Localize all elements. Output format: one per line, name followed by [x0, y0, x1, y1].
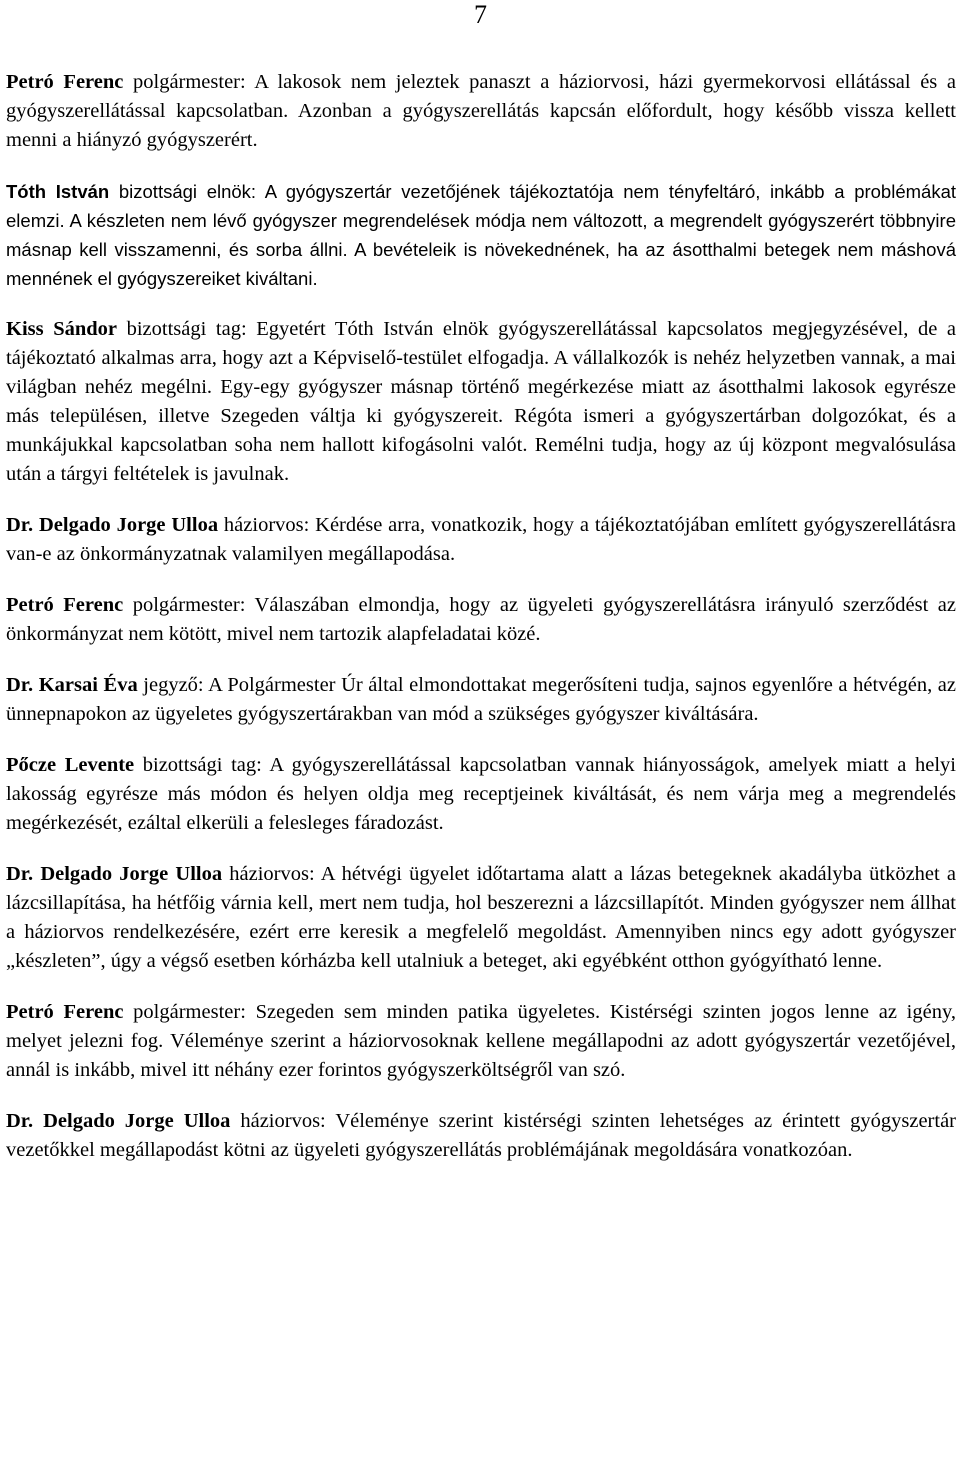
paragraph-9	[6, 998, 956, 1085]
paragraph-7	[6, 751, 956, 838]
paragraph-text: bizottsági elnök: A gyógyszertár vezetőjének tájékoztatója nem tényfeltáró, inkább a problémákat elemzi. A készleten nem lévő gyógyszer megrendelések módja nem változott, a megrendelt gyógyszerért többnyire másnap kell visszamenni, és sorba állni. A bevételeik is növekednének, ha az ásotthalmi betegek nem máshová mennének el gyógyszereiket kiváltani.	[6, 181, 956, 289]
paragraph-6	[6, 671, 956, 729]
page-number: 7	[474, 0, 487, 29]
paragraph-text: háziorvos: Véleménye szerint kistérségi szinten lehetséges az érintett gyógyszertár vezetőkkel megállapodást kötni az ügyeleti gyógyszerellátás problémájának megoldására vonatkozóan.	[6, 1110, 956, 1161]
speaker-name: Tóth István	[6, 181, 110, 202]
speaker-name: Petró Ferenc	[6, 594, 124, 616]
speaker-name: Dr. Karsai Éva	[6, 674, 138, 696]
paragraph-text: polgármester: A lakosok nem jeleztek panaszt a háziorvosi, házi gyermekorvosi ellátással és a gyógyszerellátással kapcsolatban. Azonban a gyógyszerellátás kapcsán előfordult, hogy később vissza kellett menni a hiányzó gyógyszerért.	[6, 71, 957, 151]
paragraph-1	[6, 68, 956, 155]
paragraph-text: polgármester: Szegeden sem minden patika ügyeletes. Kistérségi szinten jogos lenne az igény, melyet jelezni fog. Véleménye szerint a háziorvosoknak kellene megállapodni az adott gyógyszertár vezetőjével, annál is inkább, mivel itt néhány ezer forintos gyógyszerköltségről van szó.	[6, 1001, 956, 1081]
minutes-body	[6, 68, 956, 1187]
speaker-name: Petró Ferenc	[6, 1001, 124, 1023]
paragraph-3	[6, 315, 956, 489]
paragraph-text: jegyző: A Polgármester Úr által elmondottakat megerősíteni tudja, sajnos egyenlőre a hétvégén, az ünnepnapokon az ügyeletes gyógyszertárakban van mód a szükséges gyógyszer kiváltására.	[6, 674, 956, 725]
speaker-name: Petró Ferenc	[6, 71, 124, 93]
paragraph-text: háziorvos: A hétvégi ügyelet időtartama alatt a lázas betegeknek akadályba ütközhet a lázcsillapítása, ha hétfőig várnia kell, mert nem tudja, hol beszerezni a lázcsillapítót. Minden gyógyszer nem állhat a háziorvos rendelkezésére, ezért erre keresik a megfelelő megoldást. Amennyiben nincs egy adott gyógyszer „készleten”, úgy a végső esetben kórházba kell utalniuk a beteget, aki egyébként otthon gyógyítható lenne.	[6, 863, 956, 972]
paragraph-text: bizottsági tag: A gyógyszerellátással kapcsolatban vannak hiányosságok, amelyek miatt a helyi lakosság egyrésze más módon és helyen oldja meg receptjeinek kiváltását, és nem várja meg a megrendelés megérkezését, ezáltal elkerüli a felesleges fáradozást.	[6, 754, 956, 834]
paragraph-10	[6, 1107, 956, 1165]
paragraph-text: háziorvos: Kérdése arra, vonatkozik, hogy a tájékoztatójában említett gyógyszerellátásra van-e az önkormányzatnak valamilyen megállapodása.	[6, 514, 956, 565]
speaker-name: Dr. Delgado Jorge Ulloa	[6, 863, 223, 885]
paragraph-8	[6, 860, 956, 976]
paragraph-text: bizottsági tag: Egyetért Tóth István elnök gyógyszerellátással kapcsolatos megjegyzésével, de a tájékoztató alkalmas arra, hogy azt a Képviselő-testület elfogadja. A vállalkozók is nehéz helyzetben vannak, a mai világban nehéz megélni. Egy-egy gyógyszer másnap történő megérkezése miatt az ásotthalmi lakosok egyrésze más településen, illetve Szegeden váltja ki gyógyszereit. Régóta ismeri a gyógyszertárban dolgozókat, és a munkájukkal kapcsolatban soha nem hallott kifogásolni valót. Remélni tudja, hogy az új központ megvalósulása után a tárgyi feltételek is javulnak.	[6, 318, 956, 485]
speaker-name: Kiss Sándor	[6, 318, 117, 340]
paragraph-text: polgármester: Válaszában elmondja, hogy az ügyeleti gyógyszerellátásra irányuló szerződést az önkormányzat nem kötött, mivel nem tartozik alapfeladatai közé.	[6, 594, 956, 645]
paragraph-4	[6, 511, 956, 569]
speaker-name: Dr. Delgado Jorge Ulloa	[6, 514, 219, 536]
speaker-name: Dr. Delgado Jorge Ulloa	[6, 1110, 231, 1132]
paragraph-2	[6, 177, 956, 293]
speaker-name: Pőcze Levente	[6, 754, 135, 776]
paragraph-5	[6, 591, 956, 649]
